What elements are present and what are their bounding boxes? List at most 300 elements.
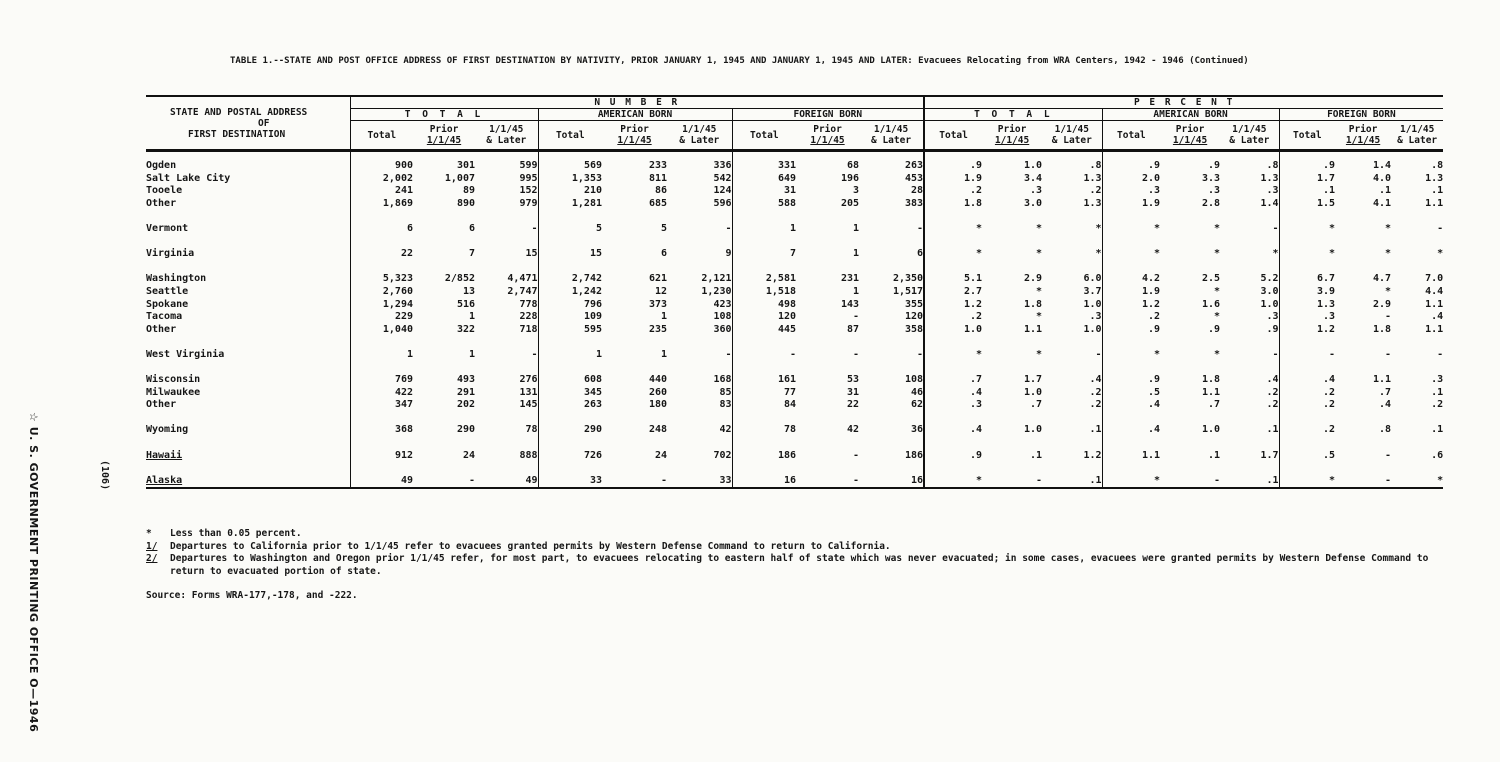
table-cell: 4.1 <box>1373 197 1392 209</box>
number-american-born-col-total: Total <box>538 121 602 151</box>
col-prior-line2: 1/1/45 <box>1172 135 1208 146</box>
table-cell: * <box>1036 311 1043 323</box>
spacer-cell <box>538 236 602 249</box>
table-cell: 24 <box>654 449 667 461</box>
table-cell: 1 <box>468 311 475 323</box>
table-cell: 1.1 <box>1202 386 1221 398</box>
table-cell: 3.7 <box>1083 285 1102 297</box>
footnote-mark: 2/ <box>146 553 158 564</box>
table-cell: .8 <box>1431 160 1444 171</box>
table-cell: 235 <box>648 323 667 335</box>
spacer-cell <box>1335 412 1391 425</box>
spacer-cell <box>1391 412 1443 425</box>
col-prior-line1: Prior <box>997 124 1027 135</box>
table-cell: 2.9 <box>1373 298 1392 310</box>
spacer-cell <box>667 462 732 475</box>
table-cell: 290 <box>538 424 602 437</box>
table-cell: - <box>732 349 796 362</box>
table-cell: 2,747 <box>507 285 538 297</box>
table-cell: 1.5 <box>1279 198 1335 211</box>
spacer-cell <box>796 462 859 475</box>
number-total-col-prior <box>413 121 475 151</box>
table-cell: 445 <box>732 324 796 337</box>
number-header: N U M B E R <box>350 96 924 109</box>
table-row <box>146 387 1443 400</box>
table-cell: 85 <box>719 386 732 398</box>
table-cell: 1,517 <box>892 285 924 297</box>
table-cell: 161 <box>732 374 796 387</box>
table-cell: 890 <box>456 197 475 209</box>
number-foreign-born-header: FOREIGN BORN <box>732 109 924 121</box>
number-total-col-later <box>475 121 538 151</box>
table-cell: .8 <box>1266 160 1279 171</box>
table-cell: 1,281 <box>538 198 602 211</box>
printing-office-imprint <box>27 412 40 732</box>
table-cell: 108 <box>905 374 924 386</box>
table-cell: - <box>725 348 732 360</box>
table-cell: 995 <box>519 172 538 184</box>
spacer-cell <box>859 151 924 161</box>
table-cell: 1.0 <box>924 324 982 337</box>
table-cell: 2.8 <box>1202 197 1221 209</box>
col-later-line2: & Later <box>1229 135 1270 146</box>
spacer-cell <box>538 462 602 475</box>
table-cell: .1 <box>1220 475 1279 489</box>
table-cell: 1.8 <box>1373 323 1392 335</box>
table-cell: .3 <box>1102 185 1160 198</box>
table-cell: 290 <box>456 424 475 436</box>
table-cell: 13 <box>462 285 475 297</box>
table-cell: - <box>725 222 732 234</box>
row-label: Ogden <box>146 160 177 171</box>
spacer-cell <box>146 336 350 349</box>
table-cell: .9 <box>1266 323 1279 335</box>
table-cell: * <box>1036 248 1043 260</box>
statistics-table-wrapper <box>146 95 1443 489</box>
table-cell: 1 <box>660 311 667 323</box>
spacer-cell <box>350 336 413 349</box>
table-cell: 685 <box>648 197 667 209</box>
table-cell: 1.9 <box>1102 198 1160 211</box>
stub-header-line2: OF <box>258 118 270 129</box>
table-cell: * <box>1272 248 1279 260</box>
table-cell: 498 <box>732 299 796 312</box>
col-prior-line1: Prior <box>429 124 459 135</box>
table-cell: 231 <box>840 273 859 285</box>
table-cell: 796 <box>538 299 602 312</box>
spacer-cell <box>982 210 1042 223</box>
table-cell: 1.0 <box>1083 298 1102 310</box>
col-later-line2: & Later <box>871 135 912 146</box>
table-cell: 205 <box>840 197 859 209</box>
spacer-cell <box>1335 236 1391 249</box>
table-cell: .2 <box>1266 386 1279 398</box>
col-later-line1: 1/1/45 <box>1054 124 1089 135</box>
spacer-cell <box>1042 261 1102 274</box>
table-cell: .2 <box>1089 185 1102 197</box>
spacer-cell <box>982 336 1042 349</box>
spacer-cell <box>602 261 667 274</box>
spacer-cell <box>602 236 667 249</box>
spacer-cell <box>859 261 924 274</box>
number-foreign-born-col-total: Total <box>732 121 796 151</box>
table-cell: 2,760 <box>350 286 413 299</box>
table-cell: * <box>1391 475 1443 489</box>
col-later-line1: 1/1/45 <box>682 124 717 135</box>
table-cell: .2 <box>1431 399 1444 411</box>
table-cell: 336 <box>713 160 732 171</box>
col-later-line1: 1/1/45 <box>489 124 524 135</box>
table-cell: 1.0 <box>1024 386 1043 398</box>
table-cell: * <box>1385 285 1392 297</box>
spacer-cell <box>732 336 796 349</box>
spacer-cell <box>1220 336 1279 349</box>
spacer-cell <box>1042 362 1102 375</box>
table-cell: 291 <box>456 386 475 398</box>
table-cell: 28 <box>911 185 924 197</box>
spacer-row <box>146 261 1443 274</box>
table-cell: 4.2 <box>1102 273 1160 286</box>
table-cell: 186 <box>905 449 924 461</box>
col-prior-line2: 1/1/45 <box>617 135 652 146</box>
table-cell: .1 <box>1431 424 1444 436</box>
table-cell: 1.1 <box>1425 197 1444 209</box>
table-cell: .3 <box>1266 311 1279 323</box>
spacer-cell <box>602 336 667 349</box>
spacer-cell <box>146 210 350 223</box>
table-title: TABLE 1.--STATE AND POST OFFICE ADDRESS OF FIRST DESTINATION BY NATIVITY, PRIOR JANUARY 1, 1945 AND JANUARY 1, 1945 AND LATER: Evacuees Relocating from WRA Centers, 1942 - 1946 (Continued) <box>230 56 1249 66</box>
spacer-cell <box>413 437 475 450</box>
row-label: Vermont <box>146 222 189 234</box>
spacer-cell <box>1391 336 1443 349</box>
spacer-cell <box>1279 362 1335 375</box>
row-label: Salt Lake City <box>146 172 231 184</box>
table-cell: 5 <box>660 222 667 234</box>
table-cell: 53 <box>846 374 859 386</box>
spacer-cell <box>859 362 924 375</box>
spacer-cell <box>732 261 796 274</box>
row-label: Hawaii <box>146 449 183 461</box>
table-cell: 1.3 <box>1260 172 1279 184</box>
spacer-cell <box>538 437 602 450</box>
table-cell: .2 <box>924 311 982 324</box>
spacer-cell <box>1391 462 1443 475</box>
spacer-cell <box>475 362 538 375</box>
spacer-row <box>146 210 1443 223</box>
spacer-cell <box>350 236 413 249</box>
number-american-born-header: AMERICAN BORN <box>538 109 732 121</box>
table-cell: .1 <box>1379 185 1392 197</box>
table-cell: 248 <box>648 424 667 436</box>
table-cell: .7 <box>1379 386 1392 398</box>
spacer-cell <box>1160 261 1220 274</box>
spacer-cell <box>1102 261 1160 274</box>
spacer-cell <box>475 437 538 450</box>
table-cell: 145 <box>519 399 538 411</box>
percent-total-col-prior <box>982 121 1042 151</box>
percent-american-born-col-total: Total <box>1102 121 1160 151</box>
table-cell: * <box>1102 475 1160 489</box>
table-cell: 68 <box>846 160 859 171</box>
table-cell: .2 <box>1279 399 1335 412</box>
spacer-cell <box>732 362 796 375</box>
table-cell: 1.9 <box>1102 286 1160 299</box>
spacer-cell <box>667 151 732 161</box>
table-cell: .5 <box>1279 450 1335 463</box>
table-cell: 15 <box>538 248 602 261</box>
table-cell: 423 <box>713 298 732 310</box>
spacer-cell <box>1391 362 1443 375</box>
spacer-cell <box>982 236 1042 249</box>
table-cell: * <box>924 223 982 236</box>
table-cell: 1.2 <box>924 299 982 312</box>
spacer-cell <box>1279 437 1335 450</box>
spacer-cell <box>475 151 538 161</box>
spacer-cell <box>1220 462 1279 475</box>
table-cell: 1.7 <box>1260 449 1279 461</box>
spacer-row <box>146 462 1443 475</box>
table-cell: .3 <box>1431 374 1444 386</box>
table-cell: 3.0 <box>1260 285 1279 297</box>
table-row <box>146 349 1443 362</box>
number-american-born-col-later <box>667 121 732 151</box>
table-cell: .9 <box>924 450 982 463</box>
table-cell: .9 <box>1102 374 1160 387</box>
col-later-line2: & Later <box>1397 135 1438 146</box>
table-cell: 152 <box>519 185 538 197</box>
table-row <box>146 160 1443 173</box>
col-later-line1: 1/1/45 <box>1399 124 1435 135</box>
table-cell: 16 <box>859 475 924 489</box>
spacer-cell <box>1042 412 1102 425</box>
table-cell: 5.1 <box>924 273 982 286</box>
table-cell: 31 <box>846 386 859 398</box>
spacer-cell <box>350 151 413 161</box>
table-cell: .3 <box>1208 185 1221 197</box>
percent-american-born-col-later <box>1220 121 1279 151</box>
spacer-cell <box>538 210 602 223</box>
spacer-cell <box>924 462 982 475</box>
table-cell: 1,294 <box>350 299 413 312</box>
spacer-cell <box>475 210 538 223</box>
footnotes <box>146 528 1446 578</box>
spacer-cell <box>1102 236 1160 249</box>
table-cell: .9 <box>1208 160 1221 171</box>
percent-foreign-born-header: FOREIGN BORN <box>1279 109 1443 121</box>
footnote <box>146 541 1446 554</box>
percent-total-col-total: Total <box>924 121 982 151</box>
table-cell: 87 <box>846 323 859 335</box>
row-label: Tacoma <box>146 311 183 323</box>
spacer-cell <box>1160 412 1220 425</box>
spacer-row <box>146 151 1443 161</box>
footnote-text: Departures to Washington and Oregon prior 1/1/45 refer, for most part, to evacuees relocating to eastern half of state which was never evacuated; in some cases, evacuees were granted permits by Western Defense Command to return to evacuated portion of state. <box>170 553 1429 577</box>
spacer-cell <box>146 462 350 475</box>
col-prior-line2: 1/1/45 <box>426 135 462 146</box>
table-cell: 1.1 <box>1373 374 1392 386</box>
spacer-cell <box>1220 151 1279 161</box>
spacer-cell <box>1279 151 1335 161</box>
table-cell: - <box>1272 222 1279 234</box>
table-cell: * <box>924 475 982 489</box>
table-cell: .3 <box>1030 185 1043 197</box>
spacer-cell <box>732 412 796 425</box>
table-row <box>146 223 1443 236</box>
spacer-cell <box>667 437 732 450</box>
table-cell: 1 <box>660 348 667 360</box>
spacer-cell <box>796 261 859 274</box>
table-cell: 1.4 <box>1373 160 1392 171</box>
spacer-cell <box>146 236 350 249</box>
table-cell: .3 <box>1089 311 1102 323</box>
table-cell: 6 <box>917 248 924 260</box>
table-cell: 86 <box>654 185 667 197</box>
table-cell: * <box>1437 248 1444 260</box>
table-cell: - <box>1437 222 1444 234</box>
table-cell: 143 <box>840 298 859 310</box>
table-cell: 1.3 <box>1083 197 1102 209</box>
col-prior-line1: Prior <box>813 124 842 135</box>
col-prior-line1: Prior <box>620 124 649 135</box>
table-cell: .2 <box>1089 386 1102 398</box>
table-cell: .4 <box>924 424 982 437</box>
table-cell: 6 <box>468 222 475 234</box>
spacer-row <box>146 412 1443 425</box>
spacer-cell <box>602 362 667 375</box>
table-cell: .2 <box>924 185 982 198</box>
spacer-cell <box>1042 151 1102 161</box>
table-cell: 210 <box>538 185 602 198</box>
spacer-cell <box>350 437 413 450</box>
table-cell: .8 <box>1089 160 1102 171</box>
table-cell: * <box>924 349 982 362</box>
table-cell: 599 <box>519 160 538 171</box>
table-cell: 301 <box>456 160 475 171</box>
table-cell: 4.4 <box>1425 285 1444 297</box>
table-cell: .1 <box>1431 386 1444 398</box>
col-later-line2: & Later <box>679 135 720 146</box>
spacer-cell <box>602 462 667 475</box>
table-row <box>146 185 1443 198</box>
table-cell: 1,353 <box>538 173 602 186</box>
spacer-cell <box>667 236 732 249</box>
row-label: Alaska <box>146 475 350 489</box>
spacer-cell <box>924 362 982 375</box>
spacer-cell <box>1042 437 1102 450</box>
row-label: Virginia <box>146 248 195 260</box>
spacer-cell <box>146 362 350 375</box>
row-label: Washington <box>146 273 207 285</box>
table-cell: 596 <box>713 197 732 209</box>
printing-office-text: U. S. GOVERNMENT PRINTING OFFICE O—1946 <box>27 426 40 733</box>
table-cell: 89 <box>462 185 475 197</box>
table-cell: 1.8 <box>1024 298 1043 310</box>
spacer-cell <box>350 412 413 425</box>
table-cell: 276 <box>519 374 538 386</box>
table-row <box>146 475 1443 489</box>
table-cell: .1 <box>1431 185 1444 197</box>
spacer-cell <box>1391 437 1443 450</box>
spacer-cell <box>1391 210 1443 223</box>
table-cell: - <box>1335 475 1391 489</box>
spacer-cell <box>1220 412 1279 425</box>
table-cell: .2 <box>1279 424 1335 437</box>
table-cell: 15 <box>525 248 538 260</box>
table-cell: 120 <box>905 311 924 323</box>
table-cell: 493 <box>456 374 475 386</box>
table-cell: 888 <box>519 449 538 461</box>
spacer-cell <box>1220 236 1279 249</box>
row-label: Wisconsin <box>146 374 201 386</box>
spacer-cell <box>413 412 475 425</box>
table-cell: 5.2 <box>1260 273 1279 285</box>
spacer-cell <box>796 236 859 249</box>
table-row <box>146 173 1443 186</box>
table-cell: .4 <box>1102 424 1160 437</box>
table-cell: * <box>1279 475 1335 489</box>
table-cell: 180 <box>648 399 667 411</box>
table-cell: 263 <box>905 160 924 171</box>
spacer-cell <box>796 437 859 450</box>
spacer-cell <box>1160 210 1220 223</box>
table-cell: * <box>1036 348 1043 360</box>
spacer-cell <box>1279 236 1335 249</box>
spacer-cell <box>732 151 796 161</box>
row-label: Wyoming <box>146 424 189 436</box>
spacer-cell <box>796 151 859 161</box>
table-cell: 345 <box>538 387 602 400</box>
table-cell: 2.5 <box>1202 273 1221 285</box>
table-cell: 62 <box>911 399 924 411</box>
table-cell: - <box>852 348 859 360</box>
table-cell: 3.4 <box>1024 172 1043 184</box>
table-cell: 46 <box>911 386 924 398</box>
table-cell: 229 <box>350 311 413 324</box>
table-cell: .7 <box>1030 399 1043 411</box>
table-cell: 621 <box>648 273 667 285</box>
spacer-cell <box>859 210 924 223</box>
table-cell: 3.3 <box>1202 172 1221 184</box>
table-cell: 42 <box>719 424 732 436</box>
table-row <box>146 399 1443 412</box>
spacer-cell <box>667 412 732 425</box>
table-cell: 260 <box>648 386 667 398</box>
table-cell: .2 <box>1279 387 1335 400</box>
spacer-row <box>146 437 1443 450</box>
percent-american-born-col-prior <box>1160 121 1220 151</box>
table-row <box>146 450 1443 463</box>
table-cell: - <box>1095 348 1102 360</box>
spacer-cell <box>1220 210 1279 223</box>
table-cell: - <box>1385 449 1392 461</box>
table-cell: 1.1 <box>1102 450 1160 463</box>
table-row <box>146 311 1443 324</box>
table-cell: 726 <box>538 450 602 463</box>
table-cell: 1,242 <box>538 286 602 299</box>
spacer-cell <box>1042 336 1102 349</box>
spacer-cell <box>982 261 1042 274</box>
table-cell: - <box>1160 475 1220 489</box>
percent-foreign-born-col-total: Total <box>1279 121 1335 151</box>
table-cell: .6 <box>1431 449 1444 461</box>
table-cell: - <box>982 475 1042 489</box>
table-cell: 331 <box>732 160 796 173</box>
percent-total-col-later <box>1042 121 1102 151</box>
spacer-row <box>146 362 1443 375</box>
table-cell: .5 <box>1102 387 1160 400</box>
table-cell: 33 <box>538 475 602 489</box>
table-cell: 241 <box>350 185 413 198</box>
